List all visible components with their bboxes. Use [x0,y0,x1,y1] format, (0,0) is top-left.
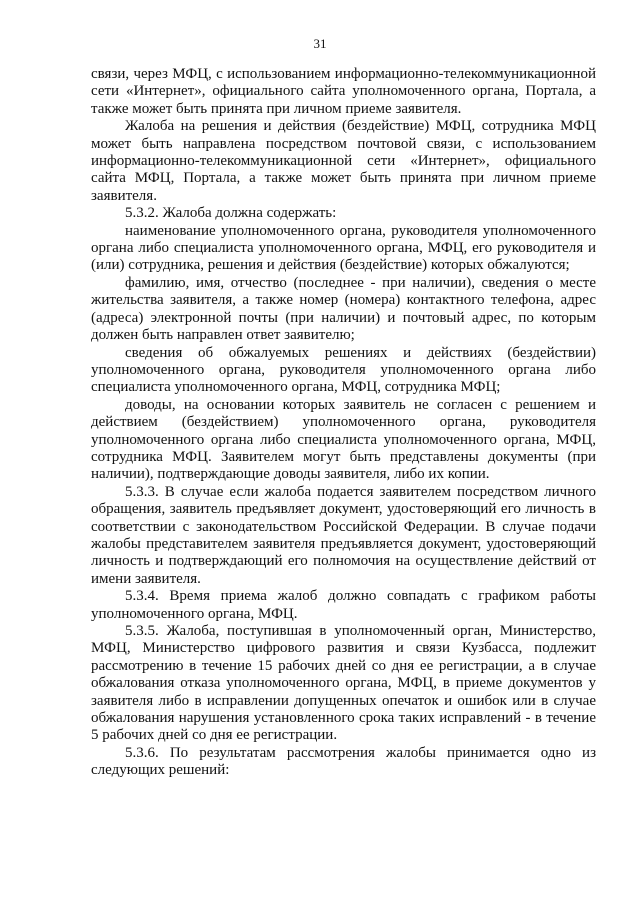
paragraph-5-3-5: 5.3.5. Жалоба, поступившая в уполномоченный орган, Министерство, МФЦ, Министерство цифрового развития и связи Кузбасса, подлежит рассмотрению в течение 15 рабочих дней со дня ее регистрации, а в случае обжалования отказа уполномоченного органа, МФЦ, в приеме документов у заявителя либо в исправлении допущенных опечаток и ошибок или в случае обжалования нарушения установленного срока таких исправлений - в течение 5 рабочих дней со дня ее регистрации. [91,623,596,744]
paragraph: фамилию, имя, отчество (последнее - при наличии), сведения о месте жительства заявителя, а также номер (номера) контактного телефона, адрес (адреса) электронной почты (при наличии) и почтовый адрес, по которым должен быть направлен ответ заявителю; [91,274,596,344]
document-body [91,66,596,780]
paragraph: наименование уполномоченного органа, руководителя уполномоченного органа либо специалиста уполномоченного органа, МФЦ, его руководителя и (или) сотрудника, решения и действия (бездействие) которых обжалуются; [91,222,596,274]
paragraph: доводы, на основании которых заявитель не согласен с решением и действием (бездействием) уполномоченного органа, руководителя уполномоченного органа либо специалиста уполномоченного органа, МФЦ, сотрудника МФЦ. Заявителем могут быть представлены документы (при наличии), подтверждающие доводы заявителя, либо их копии. [91,396,596,483]
paragraph-5-3-2: 5.3.2. Жалоба должна содержать: [125,205,337,222]
paragraph-5-3-3: 5.3.3. В случае если жалоба подается заявителем посредством личного обращения, заявитель предъявляет документ, удостоверяющий его личность в соответствии с законодательством Российской Федерации. В случае подачи жалобы представителем заявителя предъявляется документ, удостоверяющий личность и подтверждающий его полномочия на осуществление действий от имени заявителя. [91,483,596,587]
paragraph-5-3-6: 5.3.6. По результатам рассмотрения жалобы принимается одно из следующих решений: [91,744,596,779]
paragraph-continuation: связи, через МФЦ, с использованием информационно-телекоммуникационной сети «Интернет», официального сайта уполномоченного органа, Портала, а также может быть принята при личном приеме заявителя. [91,66,596,117]
paragraph: сведения об обжалуемых решениях и действиях (бездействии) уполномоченного органа, руководителя уполномоченного органа либо специалиста уполномоченного органа, МФЦ, сотрудника МФЦ; [91,344,596,396]
paragraph-5-3-4: 5.3.4. Время приема жалоб должно совпадать с графиком работы уполномоченного органа, МФЦ. [91,588,596,622]
page-number: 31 [313,36,327,51]
paragraph: Жалоба на решения и действия (бездействие) МФЦ, сотрудника МФЦ может быть направлена посредством почтовой связи, с использованием информационно-телекоммуникационной сети «Интернет», официального сайта МФЦ, Портала, а также может быть принята при личном приеме заявителя. [91,118,596,204]
